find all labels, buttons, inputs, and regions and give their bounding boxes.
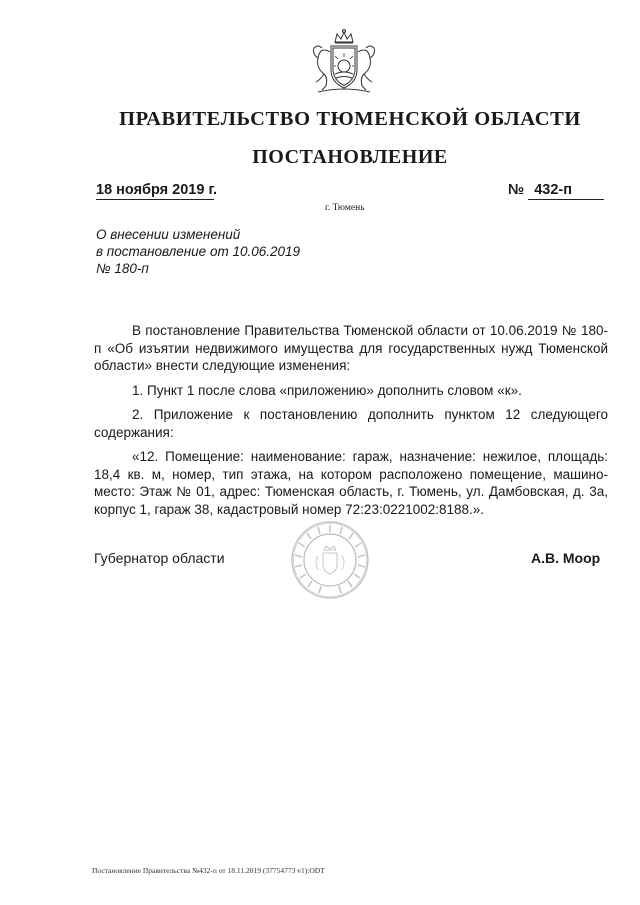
- government-title: ПРАВИТЕЛЬСТВО ТЮМЕНСКОЙ ОБЛАСТИ: [119, 108, 581, 130]
- subject-line: в постановление от 10.06.2019: [96, 244, 301, 259]
- subject-line: № 180-п: [96, 261, 149, 276]
- official-seal-icon: [290, 520, 370, 600]
- signer-name: А.В. Моор: [531, 550, 601, 566]
- subject-line: О внесении изменений: [96, 227, 241, 242]
- document-body: [94, 322, 608, 525]
- tyumen-coat-of-arms-icon: [304, 28, 384, 96]
- document-date: 18 ноября 2019 г.: [96, 182, 218, 198]
- number-sign: №: [508, 182, 525, 198]
- body-paragraph: «12. Помещение: наименование: гараж, назначение: нежилое, площадь: 18,4 кв. м, номер, тип этажа, на котором расположено помещение, машино-место: Этаж № 01, адрес: Тюменская область, г. Тюмень, ул. Дамбовская, д. 3а, корпус 1, гараж 38, кадастровый номер 72:23:0221002:8188.».: [94, 449, 608, 517]
- body-paragraph: 1. Пункт 1 после слова «приложению» дополнить словом «к».: [132, 382, 522, 398]
- body-paragraph: В постановление Правительства Тюменской области от 10.06.2019 № 180-п «Об изъятии недвижимого имущества для государственных нужд Тюменской области» внести следующие изменения:: [94, 323, 608, 373]
- document-type: ПОСТАНОВЛЕНИЕ: [252, 146, 448, 168]
- document-footer: Постановление Правительства №432-п от 18.11.2019 (37754773 v1):ODT: [92, 866, 325, 875]
- document-place: г. Тюмень: [325, 203, 365, 213]
- signer-title: Губернатор области: [94, 550, 225, 566]
- number-value: 432-п: [528, 182, 604, 200]
- body-paragraph: 2. Приложение к постановлению дополнить пунктом 12 следующего содержания:: [94, 407, 608, 440]
- document-subject: [96, 226, 300, 277]
- document-number: [508, 182, 604, 200]
